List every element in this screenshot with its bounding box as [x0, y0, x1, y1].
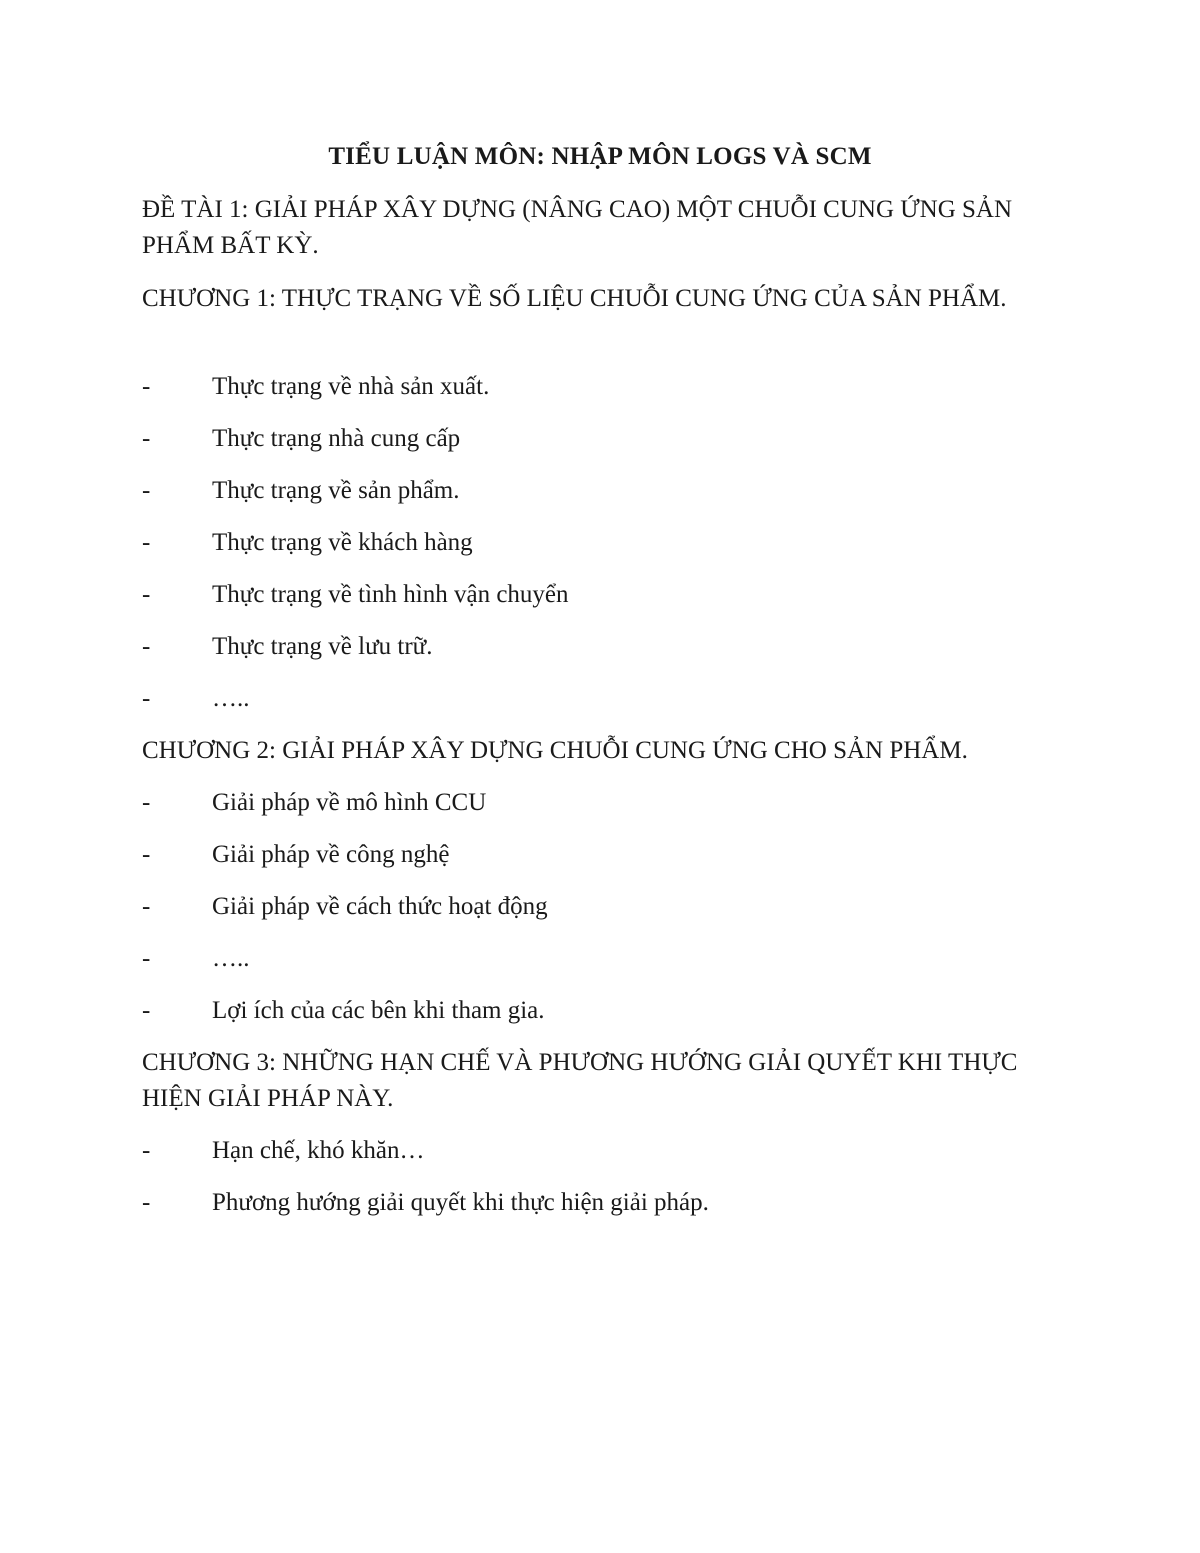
list-item-text: Thực trạng nhà cung cấp	[212, 425, 461, 452]
topic-heading: ĐỀ TÀI 1: GIẢI PHÁP XÂY DỰNG (NÂNG CAO) MỘT CHUỖI CUNG ỨNG SẢN PHẨM BẤT KỲ.	[142, 196, 1013, 259]
list-item-text: Thực trạng về khách hàng	[212, 529, 473, 556]
list-item	[142, 369, 1062, 405]
bullet-dash: -	[142, 581, 151, 608]
list-item-text: Giải pháp về cách thức hoạt động	[212, 893, 548, 920]
list-item	[142, 889, 1062, 925]
list-item-text: Giải pháp về mô hình CCU	[212, 789, 487, 816]
list-item-text: Hạn chế, khó khăn…	[212, 1137, 425, 1164]
list-item-text: Giải pháp về công nghệ	[212, 841, 450, 868]
list-item-text: Thực trạng về nhà sản xuất.	[212, 373, 490, 400]
list-item-text: …..	[212, 945, 250, 972]
bullet-dash: -	[142, 425, 151, 452]
bullet-dash: -	[142, 789, 151, 816]
list-item	[142, 1133, 1062, 1169]
list-item	[142, 473, 1062, 509]
list-item-text: Phương hướng giải quyết khi thực hiện giải pháp.	[212, 1189, 709, 1216]
bullet-dash: -	[142, 685, 151, 712]
bullet-dash: -	[142, 633, 151, 660]
list-item-text: Thực trạng về sản phẩm.	[212, 477, 460, 504]
bullet-dash: -	[142, 1189, 151, 1216]
list-item-text: Thực trạng về tình hình vận chuyển	[212, 581, 569, 608]
list-item-text: Lợi ích của các bên khi tham gia.	[212, 997, 545, 1024]
list-item	[142, 525, 1062, 561]
bullet-dash: -	[142, 841, 151, 868]
bullet-dash: -	[142, 1137, 151, 1164]
bullet-dash: -	[142, 373, 151, 400]
bullet-dash: -	[142, 893, 151, 920]
chapter-3-heading: CHƯƠNG 3: NHỮNG HẠN CHẾ VÀ PHƯƠNG HƯỚNG GIẢI QUYẾT KHI THỰC HIỆN GIẢI PHÁP NÀY.	[142, 1049, 1018, 1112]
list-item	[142, 681, 1062, 717]
list-item	[142, 837, 1062, 873]
bullet-dash: -	[142, 477, 151, 504]
list-item	[142, 941, 1062, 977]
bullet-dash: -	[142, 997, 151, 1024]
list-item-text: …..	[212, 685, 250, 712]
bullet-dash: -	[142, 529, 151, 556]
list-item	[142, 1185, 1062, 1221]
list-item-text: Thực trạng về lưu trữ.	[212, 633, 433, 660]
list-item	[142, 421, 1062, 457]
list-item	[142, 785, 1062, 821]
list-item	[142, 629, 1062, 665]
document-title: TIỂU LUẬN MÔN: NHẬP MÔN LOGS VÀ SCM	[328, 143, 872, 170]
chapter-2-heading: CHƯƠNG 2: GIẢI PHÁP XÂY DỰNG CHUỖI CUNG ỨNG CHO SẢN PHẨM.	[142, 737, 968, 764]
chapter-1-heading: CHƯƠNG 1: THỰC TRẠNG VỀ SỐ LIỆU CHUỖI CUNG ỨNG CỦA SẢN PHẨM.	[142, 285, 1007, 312]
bullet-dash: -	[142, 945, 151, 972]
list-item	[142, 993, 1062, 1029]
list-item	[142, 577, 1062, 613]
